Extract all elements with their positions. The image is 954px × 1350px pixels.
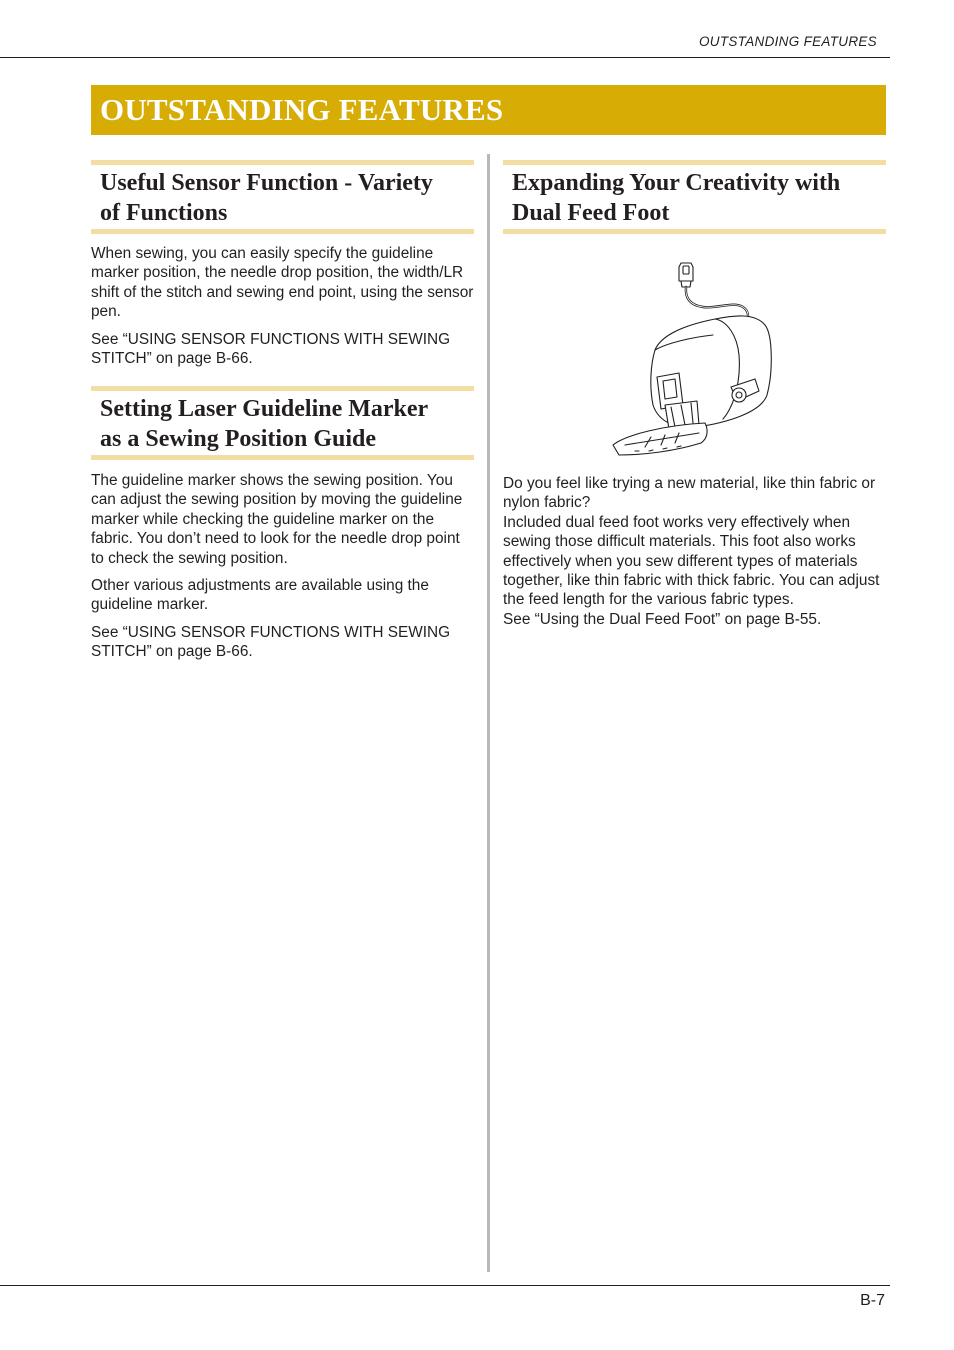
paragraph: Other various adjustments are available using the guideline marker. [91,577,429,614]
page-number: B-7 [860,1292,885,1309]
paragraph: When sewing, you can easily specify the guideline marker position, the needle drop position, the width/LR shift of the stitch and sewing end point, using the sensor pen. [91,245,474,321]
section-heading-text [100,168,466,228]
section-body-laser-guideline [91,471,475,670]
paragraph: Included dual feed foot works very effectively when sewing those difficult materials. This foot also works effectively when you sew different types of materials together, like thin fabric with thick fabric. You can adjust the feed length for the various fabric types. [503,513,880,609]
heading-line: Setting Laser Guideline Marker [100,396,429,422]
section-body-sensor-function [91,244,475,376]
cross-reference: See “USING SENSOR FUNCTIONS WITH SEWING STITCH” on page B-66. [91,623,451,661]
cross-reference: See “Using the Dual Feed Foot” on page B-55. [503,610,822,628]
title-bar [91,85,886,135]
heading-line: Useful Sensor Function - Variety [100,170,433,196]
bottom-rule [0,1285,890,1286]
page-title: OUTSTANDING FEATURES [100,92,504,127]
section-heading-laser-guideline [91,386,474,460]
section-heading-text [100,394,466,454]
section-heading-sensor-function [91,160,474,234]
column-divider [487,154,490,1272]
top-rule [0,57,890,58]
running-head: OUTSTANDING FEATURES [698,34,877,49]
heading-line: of Functions [100,200,228,226]
section-body-dual-feed [503,474,887,629]
heading-line: as a Sewing Position Guide [100,426,377,452]
section-heading-text [512,168,878,228]
cross-reference: See “USING SENSOR FUNCTIONS WITH SEWING STITCH” on page B-66. [91,330,451,368]
dual-feed-foot-illustration [605,255,785,465]
paragraph: Do you feel like trying a new material, like thin fabric or nylon fabric? [503,475,876,512]
section-heading-dual-feed [503,160,886,234]
heading-line: Dual Feed Foot [512,200,670,226]
paragraph: The guideline marker shows the sewing position. You can adjust the sewing position by moving the guideline marker while checking the guideline marker on the fabric. You don’t need to look for the needle drop point to check the sewing position. [91,472,463,567]
heading-line: Expanding Your Creativity with [512,170,841,196]
